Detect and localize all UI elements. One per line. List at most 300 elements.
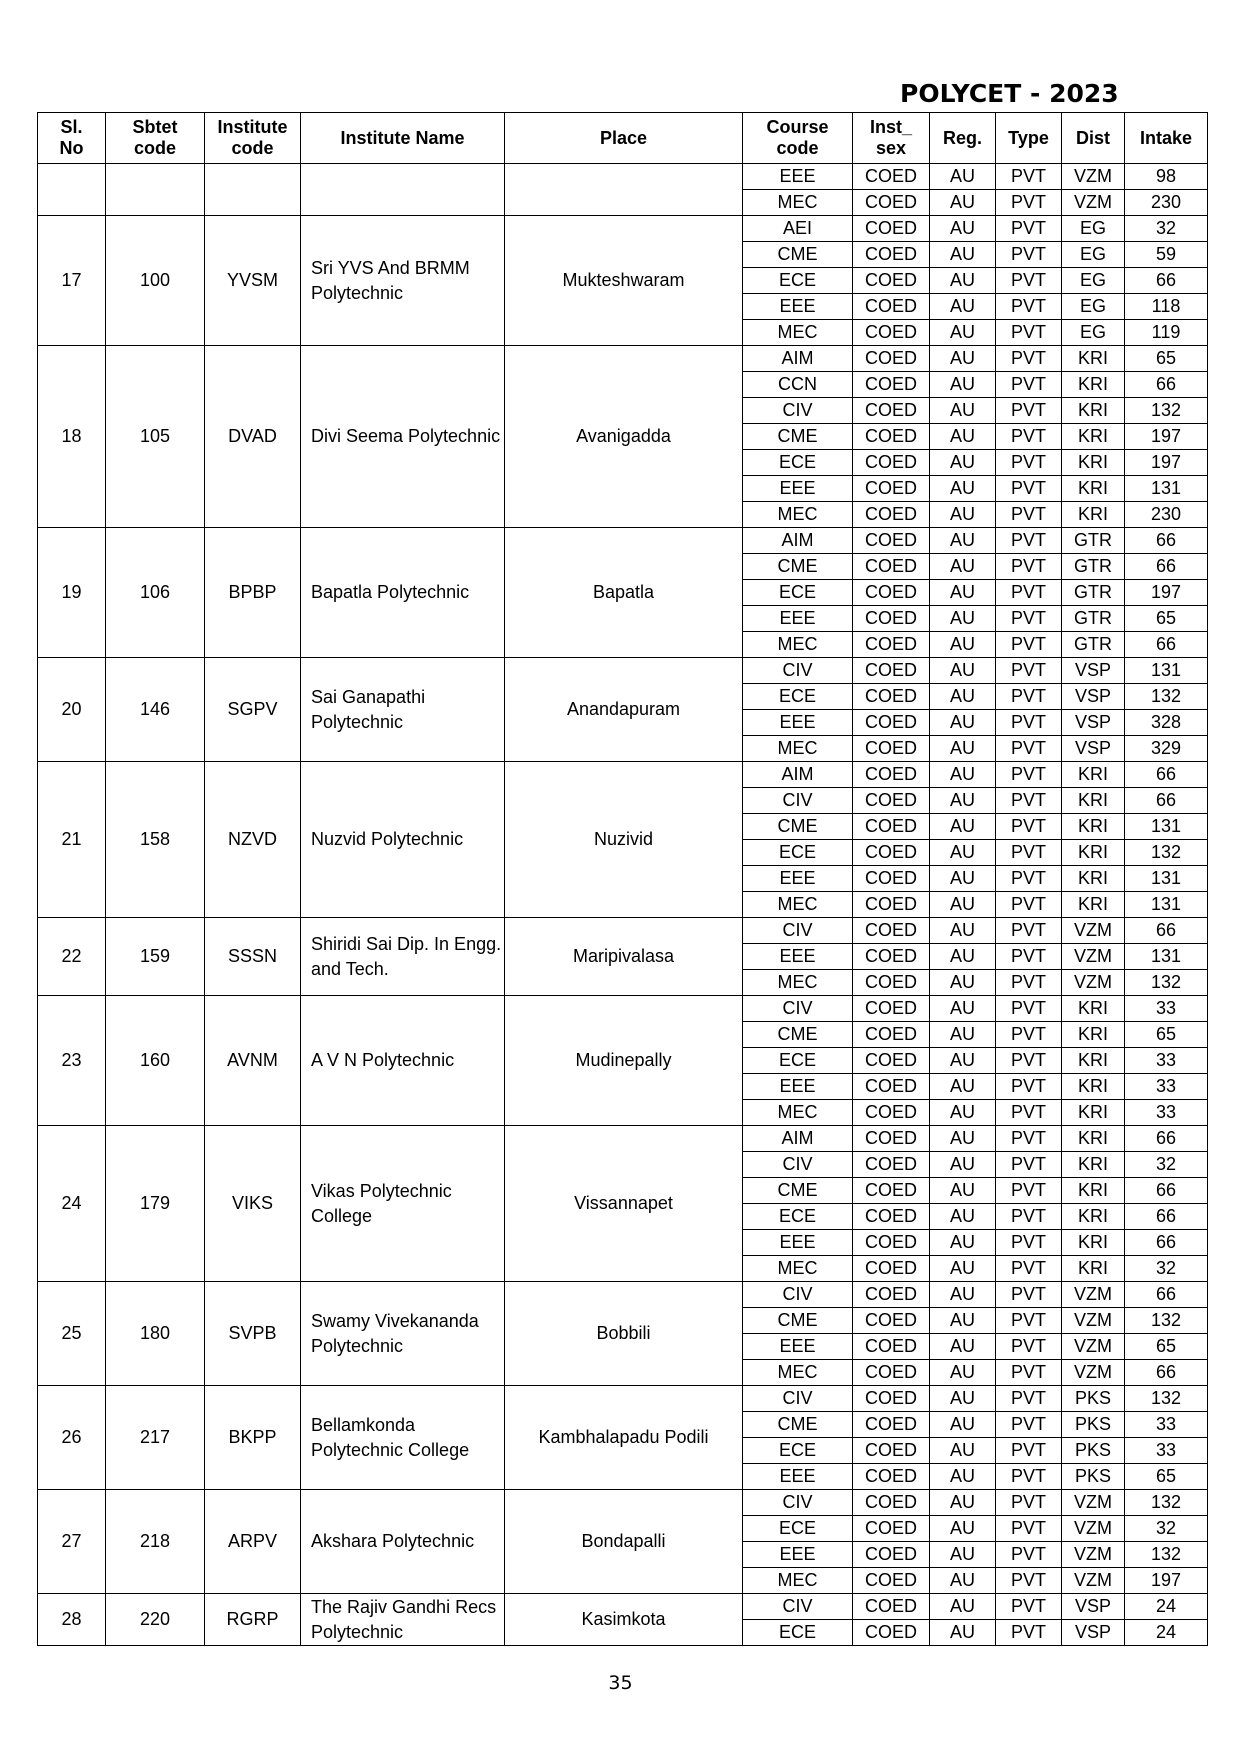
region-cell: AU: [930, 736, 996, 762]
type-cell: PVT: [996, 1386, 1062, 1412]
table-row: [38, 658, 1208, 684]
intake-cell: 328: [1125, 710, 1208, 736]
intake-cell: 65: [1125, 1022, 1208, 1048]
type-cell: PVT: [996, 632, 1062, 658]
region-cell: AU: [930, 1360, 996, 1386]
sbtet-code-cell: 220: [106, 1594, 205, 1646]
course-code-cell: EEE: [743, 294, 853, 320]
intake-cell: 24: [1125, 1620, 1208, 1646]
district-cell: KRI: [1062, 814, 1125, 840]
intake-cell: 132: [1125, 1490, 1208, 1516]
column-header-reg: Reg.: [930, 113, 996, 164]
region-cell: AU: [930, 658, 996, 684]
inst-sex-cell: COED: [853, 164, 930, 190]
type-cell: PVT: [996, 970, 1062, 996]
intake-cell: 132: [1125, 398, 1208, 424]
type-cell: PVT: [996, 1542, 1062, 1568]
inst-sex-cell: COED: [853, 424, 930, 450]
sl-cell: 27: [38, 1490, 106, 1594]
table-row: [38, 1594, 1208, 1620]
course-code-cell: CIV: [743, 918, 853, 944]
course-code-cell: CCN: [743, 372, 853, 398]
type-cell: PVT: [996, 1282, 1062, 1308]
sbtet-code-cell: 158: [106, 762, 205, 918]
intake-cell: 66: [1125, 762, 1208, 788]
district-cell: GTR: [1062, 554, 1125, 580]
intake-cell: 119: [1125, 320, 1208, 346]
district-cell: KRI: [1062, 1152, 1125, 1178]
region-cell: AU: [930, 372, 996, 398]
type-cell: PVT: [996, 762, 1062, 788]
inst-sex-cell: COED: [853, 580, 930, 606]
course-code-cell: MEC: [743, 502, 853, 528]
inst-sex-cell: COED: [853, 1334, 930, 1360]
place-cell: Nuzivid: [505, 762, 743, 918]
intake-cell: 230: [1125, 502, 1208, 528]
district-cell: KRI: [1062, 996, 1125, 1022]
region-cell: AU: [930, 1178, 996, 1204]
type-cell: PVT: [996, 1568, 1062, 1594]
region-cell: AU: [930, 1022, 996, 1048]
district-cell: EG: [1062, 216, 1125, 242]
course-code-cell: ECE: [743, 268, 853, 294]
table-body: [38, 164, 1208, 1646]
region-cell: AU: [930, 892, 996, 918]
region-cell: AU: [930, 424, 996, 450]
region-cell: AU: [930, 450, 996, 476]
district-cell: KRI: [1062, 892, 1125, 918]
region-cell: AU: [930, 1100, 996, 1126]
table-row: [38, 346, 1208, 372]
region-cell: AU: [930, 606, 996, 632]
region-cell: AU: [930, 1438, 996, 1464]
region-cell: AU: [930, 216, 996, 242]
type-cell: PVT: [996, 1308, 1062, 1334]
institute-code-cell: YVSM: [205, 216, 301, 346]
district-cell: KRI: [1062, 1100, 1125, 1126]
table-row: [38, 918, 1208, 944]
intake-cell: 197: [1125, 424, 1208, 450]
inst-sex-cell: COED: [853, 1256, 930, 1282]
inst-sex-cell: COED: [853, 372, 930, 398]
intake-cell: 65: [1125, 1334, 1208, 1360]
place-cell: Mukteshwaram: [505, 216, 743, 346]
district-cell: VZM: [1062, 1360, 1125, 1386]
inst-sex-cell: COED: [853, 710, 930, 736]
course-code-cell: EEE: [743, 944, 853, 970]
region-cell: AU: [930, 788, 996, 814]
inst-sex-cell: COED: [853, 1386, 930, 1412]
district-cell: EG: [1062, 320, 1125, 346]
intake-cell: 65: [1125, 606, 1208, 632]
region-cell: AU: [930, 1464, 996, 1490]
institute-code-cell: RGRP: [205, 1594, 301, 1646]
inst-sex-cell: COED: [853, 476, 930, 502]
region-cell: AU: [930, 762, 996, 788]
course-code-cell: CIV: [743, 1490, 853, 1516]
type-cell: PVT: [996, 1048, 1062, 1074]
district-cell: GTR: [1062, 528, 1125, 554]
intake-cell: 66: [1125, 1126, 1208, 1152]
sl-cell: 21: [38, 762, 106, 918]
inst-sex-cell: COED: [853, 1230, 930, 1256]
district-cell: KRI: [1062, 476, 1125, 502]
inst-sex-cell: COED: [853, 866, 930, 892]
inst-sex-cell: COED: [853, 684, 930, 710]
sl-cell: 17: [38, 216, 106, 346]
inst-sex-cell: COED: [853, 788, 930, 814]
region-cell: AU: [930, 554, 996, 580]
place-cell: [505, 164, 743, 216]
table-header-row: [38, 113, 1208, 164]
course-code-cell: ECE: [743, 1438, 853, 1464]
course-code-cell: MEC: [743, 632, 853, 658]
institute-name-cell: Shiridi Sai Dip. In Engg. and Tech.: [301, 918, 505, 996]
type-cell: PVT: [996, 1490, 1062, 1516]
place-cell: Bobbili: [505, 1282, 743, 1386]
sl-cell: 28: [38, 1594, 106, 1646]
district-cell: VZM: [1062, 970, 1125, 996]
place-cell: Kasimkota: [505, 1594, 743, 1646]
type-cell: PVT: [996, 1152, 1062, 1178]
type-cell: PVT: [996, 346, 1062, 372]
type-cell: PVT: [996, 554, 1062, 580]
district-cell: KRI: [1062, 1048, 1125, 1074]
inst-sex-cell: COED: [853, 216, 930, 242]
course-code-cell: AEI: [743, 216, 853, 242]
inst-sex-cell: COED: [853, 320, 930, 346]
inst-sex-cell: COED: [853, 1100, 930, 1126]
region-cell: AU: [930, 528, 996, 554]
district-cell: EG: [1062, 242, 1125, 268]
course-code-cell: MEC: [743, 320, 853, 346]
table-row: [38, 216, 1208, 242]
sl-cell: 23: [38, 996, 106, 1126]
inst-sex-cell: COED: [853, 1360, 930, 1386]
type-cell: PVT: [996, 606, 1062, 632]
type-cell: PVT: [996, 476, 1062, 502]
place-cell: Bondapalli: [505, 1490, 743, 1594]
intake-cell: 33: [1125, 1438, 1208, 1464]
sl-cell: 18: [38, 346, 106, 528]
inst-sex-cell: COED: [853, 450, 930, 476]
sl-cell: [38, 164, 106, 216]
course-code-cell: AIM: [743, 528, 853, 554]
region-cell: AU: [930, 632, 996, 658]
intake-cell: 66: [1125, 1230, 1208, 1256]
column-header-icode: Institute code: [205, 113, 301, 164]
intake-cell: 66: [1125, 632, 1208, 658]
region-cell: AU: [930, 268, 996, 294]
course-code-cell: EEE: [743, 476, 853, 502]
sl-cell: 20: [38, 658, 106, 762]
region-cell: AU: [930, 1542, 996, 1568]
course-code-cell: CIV: [743, 658, 853, 684]
column-header-dist: Dist: [1062, 113, 1125, 164]
type-cell: PVT: [996, 372, 1062, 398]
region-cell: AU: [930, 1256, 996, 1282]
district-cell: GTR: [1062, 580, 1125, 606]
inst-sex-cell: COED: [853, 242, 930, 268]
sbtet-code-cell: 160: [106, 996, 205, 1126]
inst-sex-cell: COED: [853, 1022, 930, 1048]
intake-cell: 197: [1125, 580, 1208, 606]
table-row: [38, 996, 1208, 1022]
inst-sex-cell: COED: [853, 1464, 930, 1490]
place-cell: Vissannapet: [505, 1126, 743, 1282]
region-cell: AU: [930, 242, 996, 268]
type-cell: PVT: [996, 1464, 1062, 1490]
district-cell: KRI: [1062, 502, 1125, 528]
inst-sex-cell: COED: [853, 554, 930, 580]
intake-cell: 32: [1125, 1256, 1208, 1282]
type-cell: PVT: [996, 450, 1062, 476]
institute-name-cell: The Rajiv Gandhi Recs Polytechnic: [301, 1594, 505, 1646]
institute-name-cell: Divi Seema Polytechnic: [301, 346, 505, 528]
type-cell: PVT: [996, 294, 1062, 320]
sl-cell: 26: [38, 1386, 106, 1490]
type-cell: PVT: [996, 996, 1062, 1022]
inst-sex-cell: COED: [853, 1568, 930, 1594]
district-cell: KRI: [1062, 450, 1125, 476]
intake-cell: 131: [1125, 658, 1208, 684]
course-code-cell: MEC: [743, 892, 853, 918]
intake-cell: 33: [1125, 1048, 1208, 1074]
course-code-cell: MEC: [743, 1360, 853, 1386]
type-cell: PVT: [996, 684, 1062, 710]
inst-sex-cell: COED: [853, 814, 930, 840]
inst-sex-cell: COED: [853, 1074, 930, 1100]
inst-sex-cell: COED: [853, 1126, 930, 1152]
region-cell: AU: [930, 710, 996, 736]
type-cell: PVT: [996, 658, 1062, 684]
course-code-cell: ECE: [743, 580, 853, 606]
type-cell: PVT: [996, 1620, 1062, 1646]
inst-sex-cell: COED: [853, 996, 930, 1022]
type-cell: PVT: [996, 814, 1062, 840]
type-cell: PVT: [996, 268, 1062, 294]
inst-sex-cell: COED: [853, 1490, 930, 1516]
table-row: [38, 1282, 1208, 1308]
region-cell: AU: [930, 684, 996, 710]
course-code-cell: CIV: [743, 1594, 853, 1620]
inst-sex-cell: COED: [853, 736, 930, 762]
region-cell: AU: [930, 970, 996, 996]
district-cell: VZM: [1062, 1568, 1125, 1594]
institute-name-cell: Sri YVS And BRMM Polytechnic: [301, 216, 505, 346]
institute-name-cell: Akshara Polytechnic: [301, 1490, 505, 1594]
institute-name-cell: Sai Ganapathi Polytechnic: [301, 658, 505, 762]
inst-sex-cell: COED: [853, 1412, 930, 1438]
course-code-cell: EEE: [743, 606, 853, 632]
course-code-cell: CIV: [743, 398, 853, 424]
institute-code-cell: SGPV: [205, 658, 301, 762]
course-code-cell: CIV: [743, 788, 853, 814]
district-cell: VSP: [1062, 684, 1125, 710]
region-cell: AU: [930, 1308, 996, 1334]
type-cell: PVT: [996, 1100, 1062, 1126]
intake-cell: 66: [1125, 1282, 1208, 1308]
column-header-course: Course code: [743, 113, 853, 164]
type-cell: PVT: [996, 944, 1062, 970]
sl-cell: 22: [38, 918, 106, 996]
inst-sex-cell: COED: [853, 1620, 930, 1646]
district-cell: VSP: [1062, 1620, 1125, 1646]
course-code-cell: EEE: [743, 1230, 853, 1256]
institute-code-cell: BPBP: [205, 528, 301, 658]
sbtet-code-cell: 146: [106, 658, 205, 762]
district-cell: VZM: [1062, 1490, 1125, 1516]
type-cell: PVT: [996, 1204, 1062, 1230]
institute-code-cell: SVPB: [205, 1282, 301, 1386]
course-code-cell: CME: [743, 554, 853, 580]
intake-cell: 132: [1125, 684, 1208, 710]
inst-sex-cell: COED: [853, 918, 930, 944]
inst-sex-cell: COED: [853, 528, 930, 554]
type-cell: PVT: [996, 398, 1062, 424]
inst-sex-cell: COED: [853, 1542, 930, 1568]
type-cell: PVT: [996, 242, 1062, 268]
intake-cell: 66: [1125, 918, 1208, 944]
intake-cell: 329: [1125, 736, 1208, 762]
sbtet-code-cell: 105: [106, 346, 205, 528]
intake-cell: 197: [1125, 450, 1208, 476]
region-cell: AU: [930, 1568, 996, 1594]
place-cell: Mudinepally: [505, 996, 743, 1126]
inst-sex-cell: COED: [853, 294, 930, 320]
type-cell: PVT: [996, 710, 1062, 736]
course-code-cell: CME: [743, 1022, 853, 1048]
inst-sex-cell: COED: [853, 762, 930, 788]
course-code-cell: CME: [743, 242, 853, 268]
intake-cell: 132: [1125, 840, 1208, 866]
column-header-iname: Institute Name: [301, 113, 505, 164]
district-cell: GTR: [1062, 632, 1125, 658]
region-cell: AU: [930, 840, 996, 866]
course-code-cell: EEE: [743, 1334, 853, 1360]
type-cell: PVT: [996, 1334, 1062, 1360]
institute-code-cell: NZVD: [205, 762, 301, 918]
district-cell: KRI: [1062, 346, 1125, 372]
institute-name-cell: Nuzvid Polytechnic: [301, 762, 505, 918]
region-cell: AU: [930, 1204, 996, 1230]
region-cell: AU: [930, 866, 996, 892]
district-cell: VSP: [1062, 710, 1125, 736]
inst-sex-cell: COED: [853, 502, 930, 528]
course-code-cell: CIV: [743, 1282, 853, 1308]
region-cell: AU: [930, 1594, 996, 1620]
course-code-cell: MEC: [743, 736, 853, 762]
region-cell: AU: [930, 1386, 996, 1412]
institute-name-cell: Bellamkonda Polytechnic College: [301, 1386, 505, 1490]
sl-cell: 19: [38, 528, 106, 658]
sbtet-code-cell: 100: [106, 216, 205, 346]
course-code-cell: CIV: [743, 1152, 853, 1178]
district-cell: PKS: [1062, 1386, 1125, 1412]
inst-sex-cell: COED: [853, 1438, 930, 1464]
institute-code-cell: VIKS: [205, 1126, 301, 1282]
intake-cell: 33: [1125, 996, 1208, 1022]
course-code-cell: MEC: [743, 1568, 853, 1594]
page-number: 35: [608, 1672, 633, 1694]
sbtet-code-cell: 179: [106, 1126, 205, 1282]
type-cell: PVT: [996, 580, 1062, 606]
district-cell: KRI: [1062, 788, 1125, 814]
inst-sex-cell: COED: [853, 268, 930, 294]
inst-sex-cell: COED: [853, 1204, 930, 1230]
place-cell: Avanigadda: [505, 346, 743, 528]
district-cell: VZM: [1062, 190, 1125, 216]
page-title: POLYCET - 2023: [900, 79, 1119, 108]
inst-sex-cell: COED: [853, 1048, 930, 1074]
inst-sex-cell: COED: [853, 892, 930, 918]
intake-cell: 230: [1125, 190, 1208, 216]
course-code-cell: MEC: [743, 970, 853, 996]
table-row: [38, 1490, 1208, 1516]
district-cell: PKS: [1062, 1464, 1125, 1490]
inst-sex-cell: COED: [853, 658, 930, 684]
course-code-cell: ECE: [743, 1516, 853, 1542]
intake-cell: 66: [1125, 788, 1208, 814]
course-code-cell: CME: [743, 1308, 853, 1334]
type-cell: PVT: [996, 1594, 1062, 1620]
inst-sex-cell: COED: [853, 1308, 930, 1334]
district-cell: KRI: [1062, 866, 1125, 892]
type-cell: PVT: [996, 866, 1062, 892]
district-cell: KRI: [1062, 398, 1125, 424]
inst-sex-cell: COED: [853, 632, 930, 658]
type-cell: PVT: [996, 788, 1062, 814]
intake-cell: 66: [1125, 554, 1208, 580]
inst-sex-cell: COED: [853, 1178, 930, 1204]
institute-code-cell: ARPV: [205, 1490, 301, 1594]
intake-cell: 65: [1125, 346, 1208, 372]
course-code-cell: ECE: [743, 1620, 853, 1646]
inst-sex-cell: COED: [853, 1516, 930, 1542]
course-code-cell: CIV: [743, 1386, 853, 1412]
type-cell: PVT: [996, 1022, 1062, 1048]
type-cell: PVT: [996, 1438, 1062, 1464]
table-row: [38, 1126, 1208, 1152]
region-cell: AU: [930, 1048, 996, 1074]
intake-cell: 131: [1125, 814, 1208, 840]
inst-sex-cell: COED: [853, 606, 930, 632]
district-cell: VZM: [1062, 1308, 1125, 1334]
district-cell: PKS: [1062, 1412, 1125, 1438]
course-code-cell: CME: [743, 814, 853, 840]
inst-sex-cell: COED: [853, 190, 930, 216]
column-header-intake: Intake: [1125, 113, 1208, 164]
intake-cell: 66: [1125, 528, 1208, 554]
institute-code-cell: AVNM: [205, 996, 301, 1126]
intake-cell: 197: [1125, 1568, 1208, 1594]
region-cell: AU: [930, 1334, 996, 1360]
intake-cell: 132: [1125, 970, 1208, 996]
table-row: [38, 164, 1208, 190]
district-cell: KRI: [1062, 1178, 1125, 1204]
institute-code-cell: SSSN: [205, 918, 301, 996]
intake-cell: 132: [1125, 1386, 1208, 1412]
institute-name-cell: Bapatla Polytechnic: [301, 528, 505, 658]
district-cell: GTR: [1062, 606, 1125, 632]
table-row: [38, 1386, 1208, 1412]
intake-cell: 24: [1125, 1594, 1208, 1620]
region-cell: AU: [930, 996, 996, 1022]
region-cell: AU: [930, 164, 996, 190]
type-cell: PVT: [996, 1256, 1062, 1282]
inst-sex-cell: COED: [853, 944, 930, 970]
type-cell: PVT: [996, 1360, 1062, 1386]
